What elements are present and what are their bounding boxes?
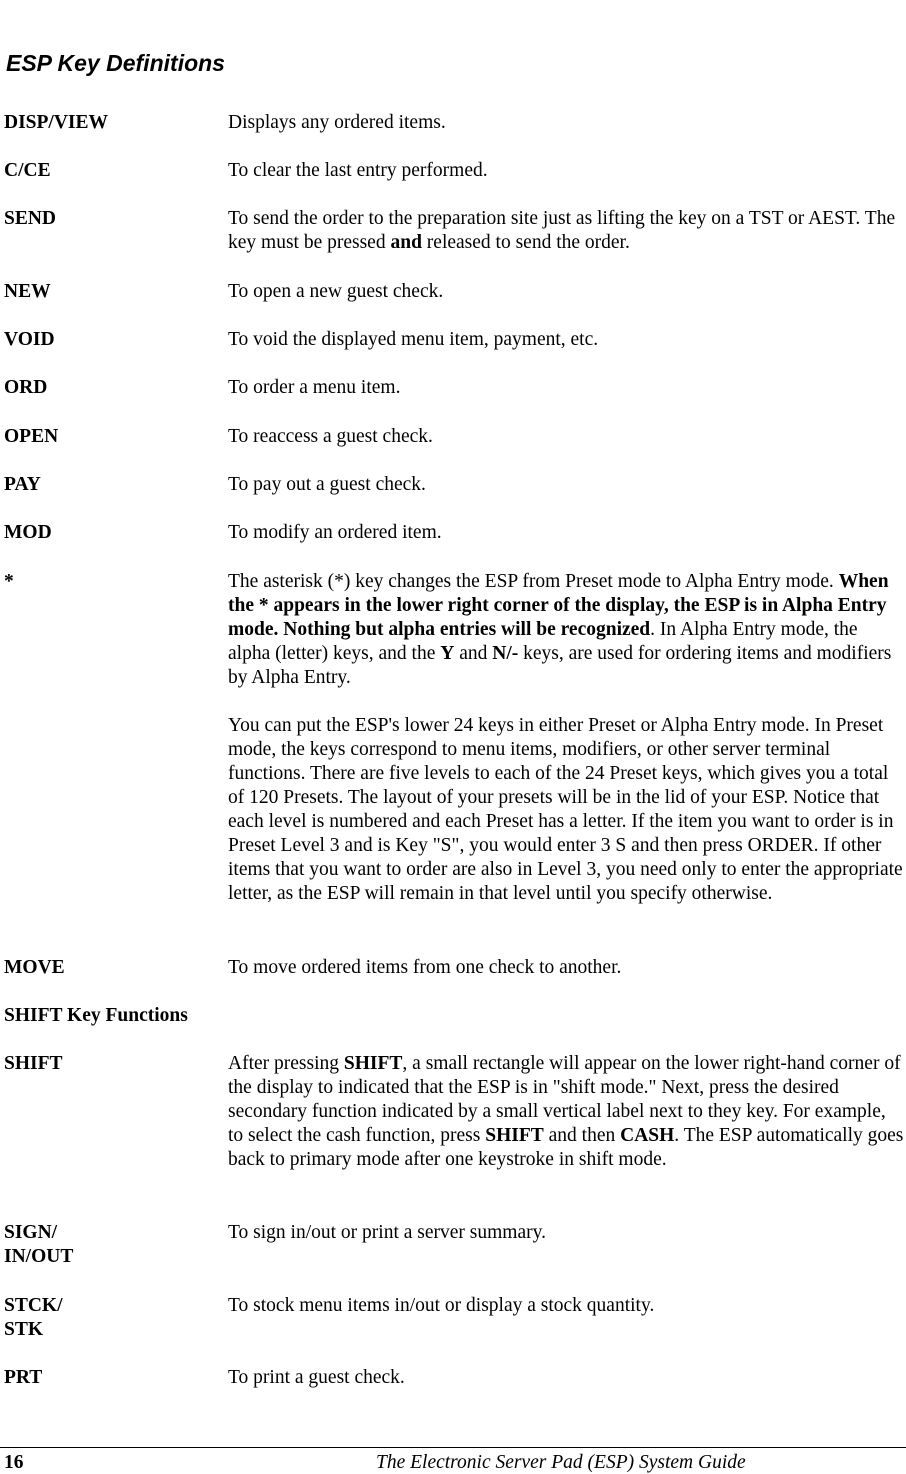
description-text: To open a new guest check. [228,281,444,302]
key-description [228,328,904,352]
description-text: To pay out a guest check. [228,474,426,495]
key-description [228,1366,904,1390]
key-description [228,280,904,304]
description-text: After pressing SHIFT, a small rectangle will appear on the lower right-hand corner of the display to indicated that the ESP is in "shift mode." Next, press the desired secondary function indicated by a small vertical label next to they key. For example, to select the cash function, press SHIFT and then CASH. The ESP automatically goes back to primary mode after one keystroke in shift mode. [228,1053,904,1170]
description-text: The asterisk (*) key changes the ESP from Preset mode to Alpha Entry mode. When the * appears in the lower right corner of the display, the ESP is in Alpha Entry mode. Nothing but alpha entries will be recognized. In Alpha Entry mode, the alpha (letter) keys, and the Y and N/- keys, are used for ordering items and modifiers by Alpha Entry. [228,571,892,688]
emphasis: SHIFT [343,1053,403,1074]
key-description [228,1294,904,1318]
key-term: MOVE [4,957,65,978]
emphasis: Y [440,643,455,664]
footer-divider [0,1447,906,1448]
key-description [228,473,904,497]
emphasis: N/- [492,643,519,664]
emphasis: CASH [620,1125,675,1146]
key-description [228,570,904,906]
section-heading: SHIFT Key Functions [4,1005,188,1026]
key-description [228,376,904,400]
key-term: STCK/ STK [4,1295,63,1340]
description-text: To move ordered items from one check to another. [228,957,622,978]
key-description [228,425,904,449]
key-term: SEND [4,208,57,229]
key-description [228,159,904,183]
description-text: To order a menu item. [228,377,401,398]
key-term: SIGN/ IN/OUT [4,1222,74,1267]
description-text: To void the displayed menu item, payment, etc. [228,329,599,350]
key-description [228,111,904,135]
description-text: Displays any ordered items. [228,112,446,133]
page-title: ESP Key Definitions [6,50,225,76]
key-description [228,207,904,255]
emphasis: and [390,232,422,253]
key-term: VOID [4,329,55,350]
key-term: * [4,571,14,592]
description-text: To modify an ordered item. [228,522,442,543]
emphasis: SHIFT [485,1125,544,1146]
key-term: NEW [4,281,51,302]
key-term: ORD [4,377,48,398]
description-text: To stock menu items in/out or display a stock quantity. [228,1295,655,1316]
description-text: To reaccess a guest check. [228,426,433,447]
page-number: 16 [4,1452,24,1473]
key-term: MOD [4,522,52,543]
key-term: PRT [4,1367,43,1388]
key-description [228,521,904,545]
description-text: To sign in/out or print a server summary. [228,1222,546,1243]
description-text: You can put the ESP's lower 24 keys in either Preset or Alpha Entry mode. In Preset mode, the keys correspond to menu items, modifiers, or other server terminal functions. There are five levels to each of the 24 Preset keys, which gives you a total of 120 Presets. The layout of your presets will be in the lid of your ESP. Notice that each level is numbered and each Preset has a letter. If the item you want to order is in Preset Level 3 and is Key "S", you would enter 3 S and then press ORDER. If other items that you want to order are also in Level 3, you need only to enter the appropriate letter, as the ESP will remain in that level until you specify otherwise. [228,715,903,904]
book-title: The Electronic Server Pad (ESP) System Guide [376,1452,746,1473]
key-term: C/CE [4,160,51,181]
key-term: PAY [4,474,41,495]
key-description [228,956,904,980]
emphasis: When the * appears in the lower right corner of the display, the ESP is in Alpha Entry mode. Nothing but alpha entries will be recognized [228,571,889,640]
description-text: To send the order to the preparation site just as lifting the key on a TST or AEST. The key must be pressed and released to send the order. [228,208,896,253]
key-term: OPEN [4,426,59,447]
key-term: DISP/VIEW [4,112,109,133]
key-description [228,1052,904,1172]
key-term: SHIFT [4,1053,63,1074]
description-text: To print a guest check. [228,1367,405,1388]
description-text: To clear the last entry performed. [228,160,488,181]
key-description [228,1221,904,1245]
